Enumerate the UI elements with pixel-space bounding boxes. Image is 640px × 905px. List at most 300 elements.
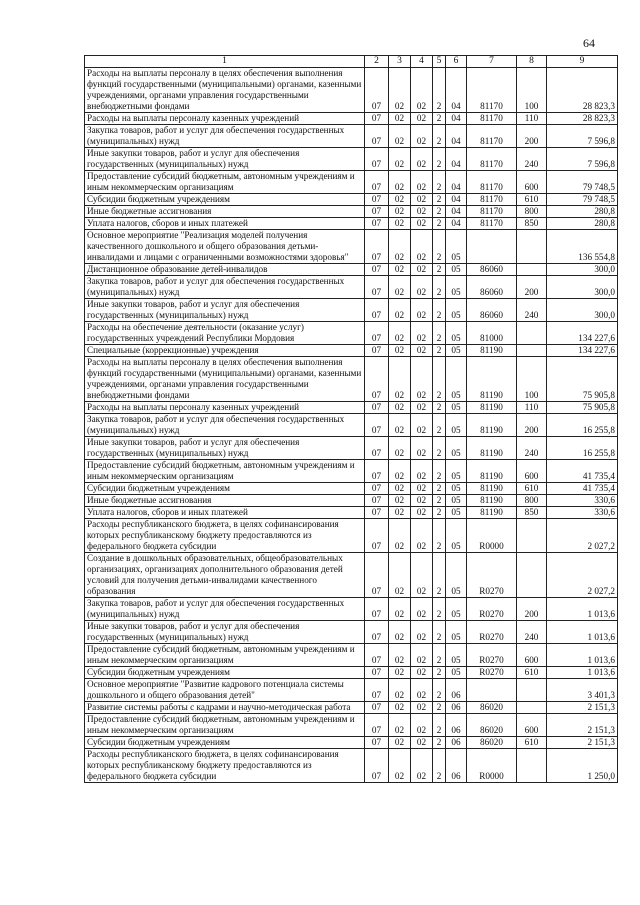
row-program: 02 <box>411 667 433 679</box>
row-subprogram: 2 <box>433 194 446 206</box>
row-section: 07 <box>365 414 389 437</box>
row-subprogram: 2 <box>433 230 446 264</box>
row-event: 06 <box>446 714 467 737</box>
row-amount: 136 554,8 <box>547 230 618 264</box>
row-target-code <box>467 230 517 264</box>
row-target-code: 81190 <box>467 345 517 357</box>
table-row <box>85 483 618 495</box>
row-description: Создание в дошкольных образовательных, общеобразовательных организациях, организациях дополнительного образования детей условий для получения детьми-инвалидами качественного образования <box>85 553 365 598</box>
row-expense-type <box>517 702 547 714</box>
table-row <box>85 749 618 783</box>
row-event: 06 <box>446 749 467 783</box>
table-row <box>85 194 618 206</box>
table-row <box>85 148 618 171</box>
row-event: 05 <box>446 460 467 483</box>
row-description: Предоставление субсидий бюджетным, автономным учреждениям и иным некоммерческим организациям <box>85 714 365 737</box>
row-event: 06 <box>446 702 467 714</box>
row-event: 05 <box>446 483 467 495</box>
row-description: Иные закупки товаров, работ и услуг для обеспечения государственных (муниципальных) нужд <box>85 621 365 644</box>
row-subsection: 02 <box>389 598 411 621</box>
row-description: Расходы на выплаты персоналу казенных учреждений <box>85 402 365 414</box>
table-row <box>85 206 618 218</box>
row-expense-type: 240 <box>517 299 547 322</box>
row-expense-type: 100 <box>517 357 547 402</box>
row-amount: 330,6 <box>547 507 618 519</box>
row-event: 05 <box>446 667 467 679</box>
row-subprogram: 2 <box>433 702 446 714</box>
row-target-code: 86020 <box>467 714 517 737</box>
row-subsection: 02 <box>389 679 411 702</box>
row-subsection: 02 <box>389 495 411 507</box>
row-subsection: 02 <box>389 507 411 519</box>
row-section: 07 <box>365 714 389 737</box>
row-amount: 28 823,3 <box>547 113 618 125</box>
row-description: Предоставление субсидий бюджетным, автономным учреждениям и иным некоммерческим организациям <box>85 171 365 194</box>
row-event: 05 <box>446 299 467 322</box>
table-row <box>85 460 618 483</box>
table-row <box>85 230 618 264</box>
table-row <box>85 553 618 598</box>
row-amount: 1 013,6 <box>547 598 618 621</box>
row-program: 02 <box>411 206 433 218</box>
row-section: 07 <box>365 357 389 402</box>
row-section: 07 <box>365 125 389 148</box>
row-expense-type: 100 <box>517 68 547 113</box>
row-program: 02 <box>411 644 433 667</box>
row-section: 07 <box>365 264 389 276</box>
row-expense-type: 850 <box>517 218 547 230</box>
row-subsection: 02 <box>389 519 411 553</box>
row-amount: 2 151,3 <box>547 714 618 737</box>
row-subsection: 02 <box>389 402 411 414</box>
row-subprogram: 2 <box>433 206 446 218</box>
row-program: 02 <box>411 414 433 437</box>
row-program: 02 <box>411 264 433 276</box>
row-expense-type <box>517 345 547 357</box>
row-subsection: 02 <box>389 621 411 644</box>
row-subsection: 02 <box>389 230 411 264</box>
row-amount: 41 735,4 <box>547 483 618 495</box>
row-expense-type <box>517 749 547 783</box>
row-subsection: 02 <box>389 644 411 667</box>
row-subsection: 02 <box>389 345 411 357</box>
row-subsection: 02 <box>389 206 411 218</box>
table-row <box>85 299 618 322</box>
row-section: 07 <box>365 322 389 345</box>
row-subsection: 02 <box>389 749 411 783</box>
row-event: 04 <box>446 218 467 230</box>
row-description: Основное мероприятие "Развитие кадрового потенциала системы дошкольного и общего образования детей" <box>85 679 365 702</box>
row-subprogram: 2 <box>433 125 446 148</box>
row-event: 05 <box>446 230 467 264</box>
row-description: Основное мероприятие "Реализация моделей получения качественного дошкольного и общего образования детьми-инвалидами и лицами с ограниченными возможностями здоровья" <box>85 230 365 264</box>
row-target-code: 81170 <box>467 125 517 148</box>
row-description: Иные закупки товаров, работ и услуг для обеспечения государственных (муниципальных) нужд <box>85 148 365 171</box>
row-expense-type: 600 <box>517 714 547 737</box>
row-subprogram: 2 <box>433 171 446 194</box>
row-subprogram: 2 <box>433 437 446 460</box>
table-row <box>85 414 618 437</box>
row-amount: 3 401,3 <box>547 679 618 702</box>
row-subsection: 02 <box>389 218 411 230</box>
row-subsection: 02 <box>389 714 411 737</box>
row-expense-type <box>517 230 547 264</box>
row-amount: 2 151,3 <box>547 702 618 714</box>
row-expense-type: 110 <box>517 402 547 414</box>
row-subsection: 02 <box>389 299 411 322</box>
row-target-code: R0270 <box>467 644 517 667</box>
row-subprogram: 2 <box>433 553 446 598</box>
row-description: Иные бюджетные ассигнования <box>85 495 365 507</box>
row-amount: 75 905,8 <box>547 402 618 414</box>
row-section: 07 <box>365 644 389 667</box>
row-section: 07 <box>365 749 389 783</box>
row-section: 07 <box>365 437 389 460</box>
row-amount: 1 013,6 <box>547 644 618 667</box>
row-program: 02 <box>411 171 433 194</box>
row-amount: 7 596,8 <box>547 148 618 171</box>
row-amount: 134 227,6 <box>547 322 618 345</box>
row-section: 07 <box>365 702 389 714</box>
row-amount: 1 013,6 <box>547 667 618 679</box>
row-program: 02 <box>411 702 433 714</box>
row-amount: 16 255,8 <box>547 437 618 460</box>
table-row <box>85 125 618 148</box>
row-description: Расходы на выплаты персоналу в целях обеспечения выполнения функций государственными (муниципальными) органами, казенными учреждениями, органами управления государственными внебюджетными фондами <box>85 68 365 113</box>
row-target-code: 81170 <box>467 171 517 194</box>
row-subprogram: 2 <box>433 644 446 667</box>
col-header: 8 <box>517 56 547 68</box>
row-amount: 2 027,2 <box>547 553 618 598</box>
row-program: 02 <box>411 598 433 621</box>
row-event: 05 <box>446 437 467 460</box>
row-target-code: 86060 <box>467 299 517 322</box>
row-subprogram: 2 <box>433 483 446 495</box>
table-row <box>85 679 618 702</box>
row-target-code: R0270 <box>467 667 517 679</box>
row-event: 05 <box>446 644 467 667</box>
row-amount: 330,6 <box>547 495 618 507</box>
row-description: Специальные (коррекционные) учреждения <box>85 345 365 357</box>
table-row <box>85 737 618 749</box>
row-section: 07 <box>365 230 389 264</box>
row-program: 02 <box>411 68 433 113</box>
table-row <box>85 322 618 345</box>
row-program: 02 <box>411 483 433 495</box>
row-description: Уплата налогов, сборов и иных платежей <box>85 218 365 230</box>
col-header: 2 <box>365 56 389 68</box>
row-expense-type: 200 <box>517 276 547 299</box>
row-description: Субсидии бюджетным учреждениям <box>85 483 365 495</box>
row-program: 02 <box>411 737 433 749</box>
row-description: Закупка товаров, работ и услуг для обеспечения государственных (муниципальных) нужд <box>85 125 365 148</box>
row-subsection: 02 <box>389 737 411 749</box>
row-subsection: 02 <box>389 171 411 194</box>
row-expense-type: 110 <box>517 113 547 125</box>
row-section: 07 <box>365 402 389 414</box>
row-amount: 28 823,3 <box>547 68 618 113</box>
table-row <box>85 345 618 357</box>
row-target-code: 81170 <box>467 68 517 113</box>
row-event: 05 <box>446 322 467 345</box>
row-target-code: 86060 <box>467 276 517 299</box>
row-target-code <box>467 679 517 702</box>
row-description: Предоставление субсидий бюджетным, автономным учреждениям и иным некоммерческим организациям <box>85 644 365 667</box>
row-program: 02 <box>411 553 433 598</box>
row-event: 04 <box>446 125 467 148</box>
row-target-code: R0270 <box>467 621 517 644</box>
table-row <box>85 495 618 507</box>
row-subprogram: 2 <box>433 679 446 702</box>
row-description: Развитие системы работы с кадрами и научно-методическая работа <box>85 702 365 714</box>
row-subsection: 02 <box>389 414 411 437</box>
row-program: 02 <box>411 621 433 644</box>
row-subsection: 02 <box>389 702 411 714</box>
row-section: 07 <box>365 218 389 230</box>
row-expense-type: 610 <box>517 667 547 679</box>
row-target-code: R0270 <box>467 553 517 598</box>
row-program: 02 <box>411 113 433 125</box>
row-program: 02 <box>411 402 433 414</box>
row-target-code: 81190 <box>467 437 517 460</box>
row-description: Закупка товаров, работ и услуг для обеспечения государственных (муниципальных) нужд <box>85 598 365 621</box>
row-expense-type: 600 <box>517 171 547 194</box>
row-target-code: 81170 <box>467 148 517 171</box>
row-description: Субсидии бюджетным учреждениям <box>85 194 365 206</box>
row-subprogram: 2 <box>433 68 446 113</box>
row-subprogram: 2 <box>433 357 446 402</box>
row-expense-type <box>517 679 547 702</box>
row-description: Дистанционное образование детей-инвалидов <box>85 264 365 276</box>
row-program: 02 <box>411 749 433 783</box>
row-target-code: 86020 <box>467 702 517 714</box>
row-program: 02 <box>411 357 433 402</box>
row-amount: 7 596,8 <box>547 125 618 148</box>
table-row <box>85 437 618 460</box>
table-row <box>85 644 618 667</box>
page-number: 64 <box>583 36 595 50</box>
row-subprogram: 2 <box>433 507 446 519</box>
col-header: 6 <box>446 56 467 68</box>
row-subsection: 02 <box>389 553 411 598</box>
row-description: Субсидии бюджетным учреждениям <box>85 737 365 749</box>
row-subsection: 02 <box>389 322 411 345</box>
row-target-code: 81190 <box>467 402 517 414</box>
row-program: 02 <box>411 230 433 264</box>
row-target-code: 81170 <box>467 113 517 125</box>
row-subprogram: 2 <box>433 414 446 437</box>
row-subsection: 02 <box>389 667 411 679</box>
row-expense-type: 200 <box>517 125 547 148</box>
row-subprogram: 2 <box>433 667 446 679</box>
row-subprogram: 2 <box>433 460 446 483</box>
row-section: 07 <box>365 345 389 357</box>
row-subprogram: 2 <box>433 218 446 230</box>
row-program: 02 <box>411 437 433 460</box>
row-amount: 280,8 <box>547 206 618 218</box>
row-subsection: 02 <box>389 264 411 276</box>
row-section: 07 <box>365 667 389 679</box>
row-program: 02 <box>411 519 433 553</box>
row-section: 07 <box>365 68 389 113</box>
row-program: 02 <box>411 679 433 702</box>
row-event: 04 <box>446 206 467 218</box>
row-subsection: 02 <box>389 113 411 125</box>
row-amount: 300,0 <box>547 276 618 299</box>
row-amount: 280,8 <box>547 218 618 230</box>
row-expense-type <box>517 322 547 345</box>
row-subsection: 02 <box>389 68 411 113</box>
row-expense-type: 240 <box>517 621 547 644</box>
row-subsection: 02 <box>389 357 411 402</box>
row-description: Иные бюджетные ассигнования <box>85 206 365 218</box>
row-target-code: 81190 <box>467 357 517 402</box>
row-expense-type: 800 <box>517 495 547 507</box>
row-target-code: 81190 <box>467 495 517 507</box>
table-row <box>85 667 618 679</box>
row-subprogram: 2 <box>433 714 446 737</box>
row-program: 02 <box>411 507 433 519</box>
row-subsection: 02 <box>389 437 411 460</box>
row-event: 06 <box>446 737 467 749</box>
row-subprogram: 2 <box>433 598 446 621</box>
row-subsection: 02 <box>389 460 411 483</box>
table-row <box>85 621 618 644</box>
row-amount: 1 250,0 <box>547 749 618 783</box>
row-expense-type: 610 <box>517 483 547 495</box>
row-event: 06 <box>446 679 467 702</box>
row-expense-type: 600 <box>517 460 547 483</box>
row-amount: 16 255,8 <box>547 414 618 437</box>
col-header: 3 <box>389 56 411 68</box>
row-program: 02 <box>411 194 433 206</box>
table-row <box>85 113 618 125</box>
row-program: 02 <box>411 460 433 483</box>
row-event: 05 <box>446 414 467 437</box>
row-target-code: 81190 <box>467 507 517 519</box>
row-subsection: 02 <box>389 125 411 148</box>
row-program: 02 <box>411 345 433 357</box>
row-section: 07 <box>365 598 389 621</box>
row-description: Расходы республиканского бюджета, в целях софинансирования которых республиканскому бюджету предоставляются из федерального бюджета субсидии <box>85 749 365 783</box>
row-expense-type: 200 <box>517 598 547 621</box>
row-subprogram: 2 <box>433 519 446 553</box>
row-section: 07 <box>365 737 389 749</box>
row-program: 02 <box>411 322 433 345</box>
row-description: Предоставление субсидий бюджетным, автономным учреждениям и иным некоммерческим организациям <box>85 460 365 483</box>
row-program: 02 <box>411 714 433 737</box>
table-row <box>85 68 618 113</box>
row-program: 02 <box>411 495 433 507</box>
row-subprogram: 2 <box>433 402 446 414</box>
row-section: 07 <box>365 553 389 598</box>
row-description: Расходы на выплаты персоналу в целях обеспечения выполнения функций государственными (муниципальными) органами, казенными учреждениями, органами управления государственными внебюджетными фондами <box>85 357 365 402</box>
row-amount: 134 227,6 <box>547 345 618 357</box>
row-section: 07 <box>365 148 389 171</box>
row-target-code: R0000 <box>467 749 517 783</box>
row-target-code: 86060 <box>467 264 517 276</box>
row-section: 07 <box>365 206 389 218</box>
table-row <box>85 519 618 553</box>
row-event: 04 <box>446 148 467 171</box>
row-event: 05 <box>446 495 467 507</box>
row-target-code: 81000 <box>467 322 517 345</box>
table-row <box>85 507 618 519</box>
row-description: Расходы на выплаты персоналу казенных учреждений <box>85 113 365 125</box>
row-subprogram: 2 <box>433 621 446 644</box>
row-expense-type: 610 <box>517 737 547 749</box>
row-amount: 79 748,5 <box>547 194 618 206</box>
row-target-code: R0270 <box>467 598 517 621</box>
row-description: Иные закупки товаров, работ и услуг для обеспечения государственных (муниципальных) нужд <box>85 437 365 460</box>
row-program: 02 <box>411 276 433 299</box>
row-section: 07 <box>365 519 389 553</box>
row-target-code: 81170 <box>467 206 517 218</box>
row-target-code: 81190 <box>467 460 517 483</box>
row-event: 04 <box>446 194 467 206</box>
row-subprogram: 2 <box>433 749 446 783</box>
budget-table <box>84 55 618 783</box>
row-target-code: R0000 <box>467 519 517 553</box>
row-expense-type: 850 <box>517 507 547 519</box>
row-program: 02 <box>411 218 433 230</box>
row-subsection: 02 <box>389 483 411 495</box>
row-event: 05 <box>446 553 467 598</box>
row-section: 07 <box>365 621 389 644</box>
table-row <box>85 264 618 276</box>
row-target-code: 81170 <box>467 194 517 206</box>
row-subprogram: 2 <box>433 322 446 345</box>
table-row <box>85 702 618 714</box>
row-description: Иные закупки товаров, работ и услуг для обеспечения государственных (муниципальных) нужд <box>85 299 365 322</box>
row-description: Расходы на обеспечение деятельности (оказание услуг) государственных учреждений Республики Мордовия <box>85 322 365 345</box>
row-program: 02 <box>411 299 433 322</box>
row-target-code: 81190 <box>467 414 517 437</box>
row-section: 07 <box>365 194 389 206</box>
row-subsection: 02 <box>389 276 411 299</box>
row-amount: 300,0 <box>547 299 618 322</box>
col-header: 7 <box>467 56 517 68</box>
row-section: 07 <box>365 460 389 483</box>
table-row <box>85 598 618 621</box>
row-amount: 2 151,3 <box>547 737 618 749</box>
header-row <box>85 56 618 68</box>
row-program: 02 <box>411 148 433 171</box>
row-expense-type <box>517 519 547 553</box>
row-event: 05 <box>446 507 467 519</box>
row-event: 04 <box>446 68 467 113</box>
row-target-code: 86020 <box>467 737 517 749</box>
row-section: 07 <box>365 299 389 322</box>
row-event: 05 <box>446 519 467 553</box>
row-subprogram: 2 <box>433 495 446 507</box>
row-amount: 79 748,5 <box>547 171 618 194</box>
row-target-code: 81170 <box>467 218 517 230</box>
row-amount: 300,0 <box>547 264 618 276</box>
row-program: 02 <box>411 125 433 148</box>
row-amount: 1 013,6 <box>547 621 618 644</box>
row-event: 05 <box>446 276 467 299</box>
row-description: Расходы республиканского бюджета, в целях софинансирования которых республиканскому бюджету предоставляются из федерального бюджета субсидии <box>85 519 365 553</box>
row-event: 05 <box>446 402 467 414</box>
table-row <box>85 218 618 230</box>
row-subsection: 02 <box>389 194 411 206</box>
row-amount: 41 735,4 <box>547 460 618 483</box>
row-event: 04 <box>446 113 467 125</box>
row-amount: 75 905,8 <box>547 357 618 402</box>
row-section: 07 <box>365 276 389 299</box>
row-event: 04 <box>446 171 467 194</box>
